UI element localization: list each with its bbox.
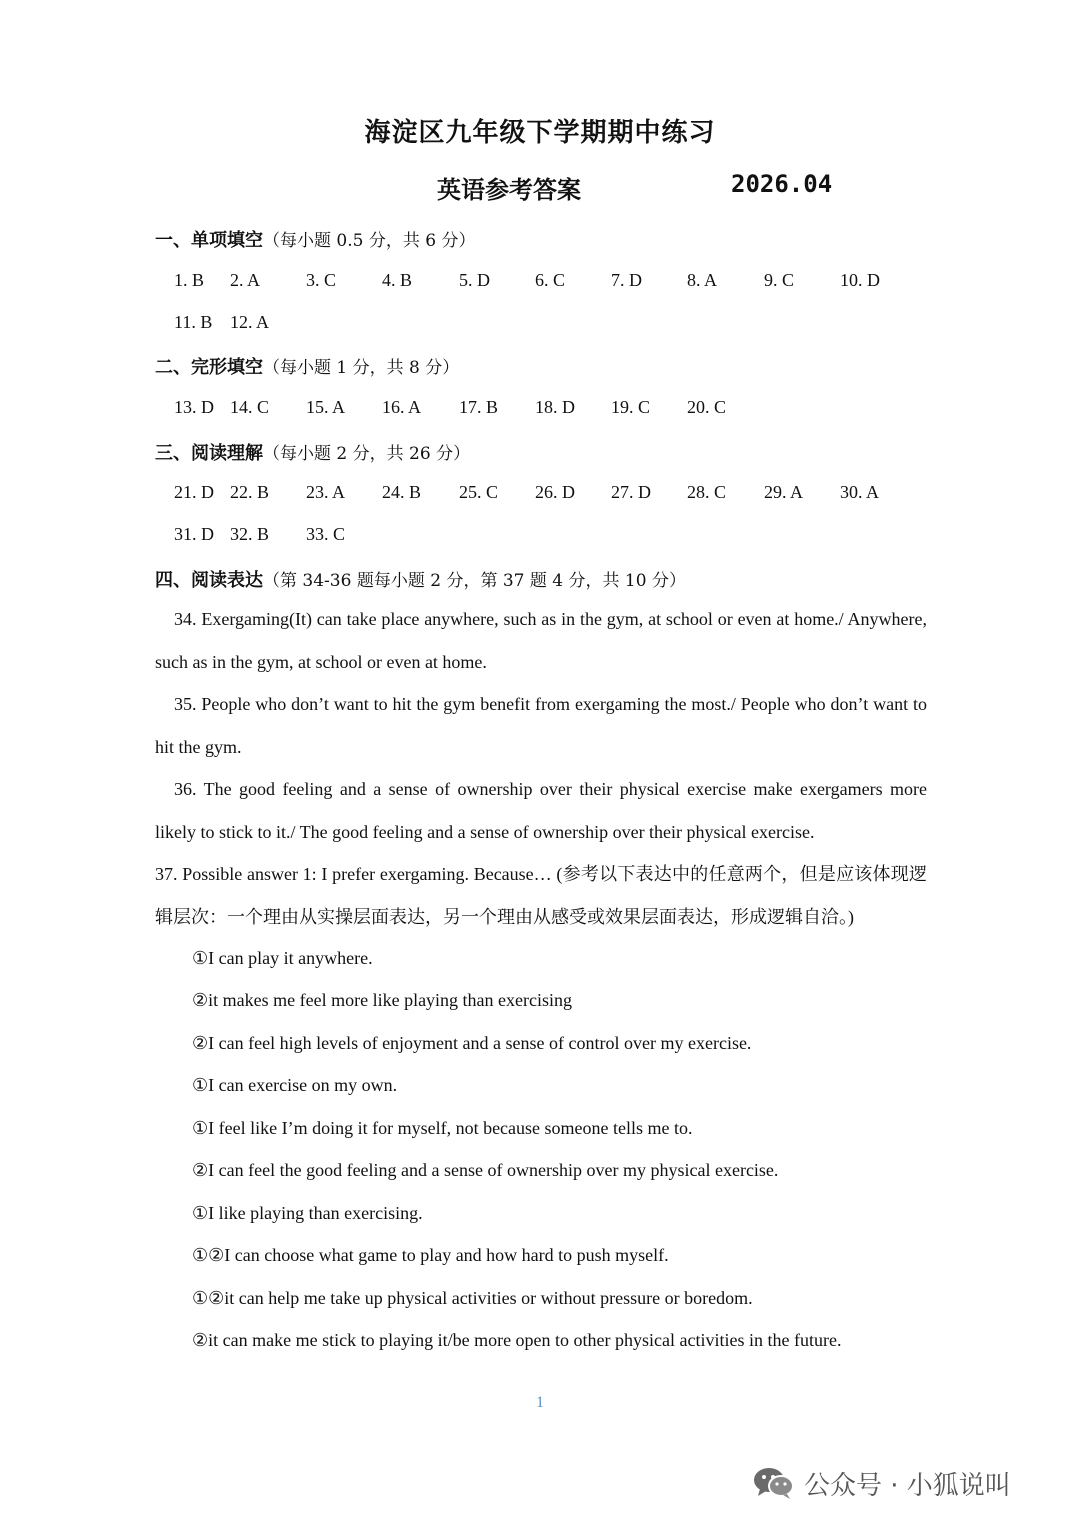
answer-item: 25. C — [459, 482, 499, 502]
reason-option: ②I can feel the good feeling and a sense of ownership over my physical exercise. — [192, 1160, 779, 1180]
watermark-text: 公众号 · 小狐说叫 — [804, 1470, 1011, 1501]
page-title: 海淀区九年级下学期期中练习 — [364, 118, 716, 148]
section-label: 四、阅读表达 — [155, 570, 263, 591]
section-label: 三、阅读理解 — [155, 443, 263, 464]
answer-item: 31. D — [174, 524, 214, 544]
answer-36-text: 36. The good feeling and a sense of ownership over their physical exercise make exergamers more likely to stick to it./ The good feeling and a sense of ownership over their physical exercise. — [155, 779, 927, 842]
page-number: 1 — [536, 1394, 544, 1411]
answer-item: 16. A — [382, 397, 422, 417]
section-heading-3 — [155, 439, 470, 465]
answer-item: 19. C — [611, 397, 651, 417]
answer-item: 12. A — [230, 312, 270, 332]
answer-item: 32. B — [230, 524, 270, 544]
reason-option: ②it makes me feel more like playing than exercising — [192, 990, 573, 1010]
section-label: 二、完形填空 — [155, 357, 263, 378]
answer-37-text: 37. Possible answer 1: I prefer exergaming. Because… (参考以下表达中的任意两个，但是应该体现逻辑层次：一个理由从实操层面表达，另一个理由从感受或效果层面表达，形成逻辑自洽。) — [155, 864, 927, 927]
answer-item: 27. D — [611, 482, 651, 502]
answer-34 — [155, 598, 927, 683]
watermark — [752, 1463, 1011, 1503]
answer-item: 9. C — [764, 270, 795, 290]
answer-item: 24. B — [382, 482, 422, 502]
reason-option: ①②it can help me take up physical activities or without pressure or boredom. — [192, 1288, 753, 1308]
section-heading-2 — [155, 353, 459, 379]
answer-36 — [155, 768, 927, 853]
exam-date: 2026.04 — [731, 170, 833, 198]
answer-item: 6. C — [535, 270, 566, 290]
section-scoring-note: （每小题 1 分，共 8 分） — [263, 358, 460, 378]
answer-item: 17. B — [459, 397, 499, 417]
answer-item: 21. D — [174, 482, 214, 502]
answer-item: 11. B — [174, 312, 213, 332]
section-heading-1 — [155, 226, 475, 252]
page-subtitle: 英语参考答案 — [437, 176, 581, 204]
answer-item: 15. A — [306, 397, 346, 417]
answer-item: 29. A — [764, 482, 804, 502]
answer-item: 28. C — [687, 482, 727, 502]
answer-item: 14. C — [230, 397, 270, 417]
answer-item: 33. C — [306, 524, 346, 544]
answer-35-text: 35. People who don’t want to hit the gym benefit from exergaming the most./ People who don’t want to hit the gym. — [155, 694, 927, 757]
section-scoring-note: （每小题 0.5 分，共 6 分） — [263, 231, 476, 251]
answer-item: 26. D — [535, 482, 575, 502]
section-scoring-note: （每小题 2 分，共 26 分） — [263, 444, 471, 464]
reason-option: ②I can feel high levels of enjoyment and a sense of control over my exercise. — [192, 1033, 752, 1053]
section-label: 一、单项填空 — [155, 230, 263, 251]
answer-item: 5. D — [459, 270, 490, 290]
reason-option: ①I can play it anywhere. — [192, 948, 373, 968]
answer-item: 10. D — [840, 270, 880, 290]
section-heading-4 — [155, 566, 686, 592]
answer-item: 3. C — [306, 270, 337, 290]
answer-35 — [155, 683, 927, 768]
answer-item: 13. D — [174, 397, 214, 417]
answer-37 — [155, 853, 927, 938]
reason-option: ①I feel like I’m doing it for myself, not because someone tells me to. — [192, 1118, 693, 1138]
subtitle-row — [0, 170, 1080, 210]
answer-item: 1. B — [174, 270, 205, 290]
answer-item: 2. A — [230, 270, 261, 290]
reason-option: ①②I can choose what game to play and how hard to push myself. — [192, 1245, 669, 1265]
wechat-icon — [752, 1465, 796, 1501]
reason-option: ①I can exercise on my own. — [192, 1075, 398, 1095]
reason-option: ②it can make me stick to playing it/be more open to other physical activities in the future. — [192, 1330, 842, 1350]
answer-item: 4. B — [382, 270, 413, 290]
answer-34-text: 34. Exergaming(It) can take place anywhere, such as in the gym, at school or even at home./ Anywhere, such as in the gym, at school or even at home. — [155, 609, 927, 672]
answer-item: 22. B — [230, 482, 270, 502]
answer-item: 7. D — [611, 270, 642, 290]
section-scoring-note: （第 34-36 题每小题 2 分，第 37 题 4 分，共 10 分） — [263, 571, 686, 591]
answer-item: 8. A — [687, 270, 718, 290]
reason-option: ①I like playing than exercising. — [192, 1203, 423, 1223]
answer-item: 20. C — [687, 397, 727, 417]
answer-item: 30. A — [840, 482, 880, 502]
answer-item: 23. A — [306, 482, 346, 502]
answer-item: 18. D — [535, 397, 575, 417]
